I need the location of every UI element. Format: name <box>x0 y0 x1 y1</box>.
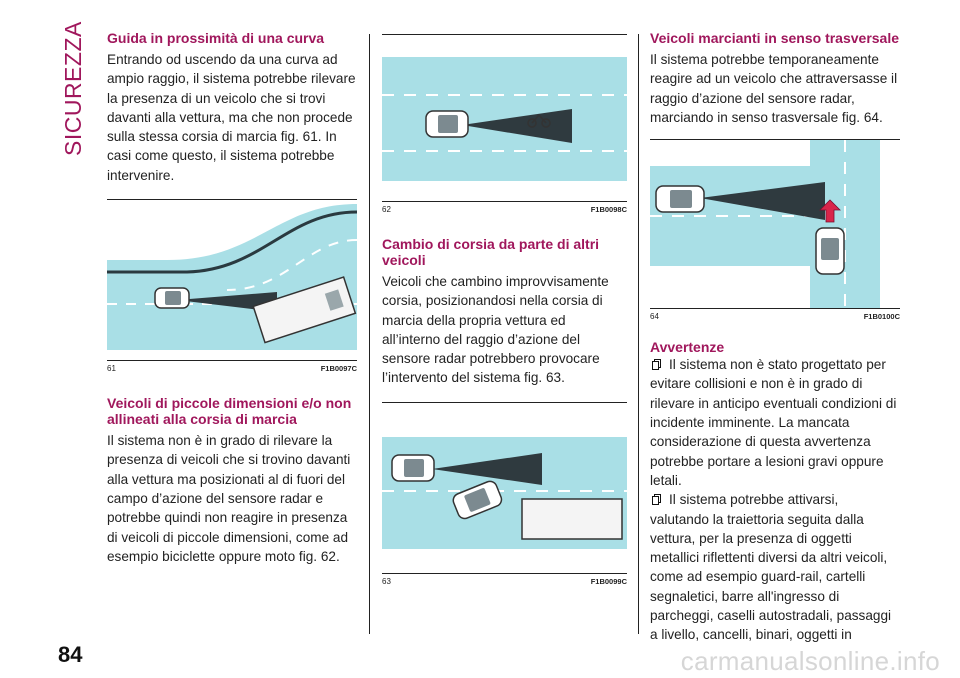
figure-61-caption <box>107 364 357 373</box>
heading-lane-change: Cambio di corsia da parte di altri veicoli <box>382 236 600 268</box>
page-number: 84 <box>58 642 83 667</box>
figure-63-caption <box>382 577 627 586</box>
paragraph-curve: Entrando od uscendo da una curva ad ampio raggio, il sistema potrebbe rilevare la presenza di un veicolo che si trovi davanti alla vettura, ma che non procede sulla stessa corsia di marcia fig. 61. In casi come questo, il sistema potrebbe intervenire. <box>107 52 356 183</box>
warning-text-2: Il sistema potrebbe attivarsi, valutando la traiettoria seguita dalla vettura, per la presenza di oggetti metallici riflettenti diversi da altri veicoli, come ad esempio guard-rail, cartelli segnaletici, barre all'ingresso di parcheggi, caselli autostradali, passaggi a livello, cancelli, binari, oggetti in <box>650 492 892 643</box>
figure-61-illustration <box>107 200 357 360</box>
figure-62-code: F1B0098C <box>590 205 627 214</box>
figure-64-illustration <box>650 140 900 308</box>
heading-warnings: Avvertenze <box>650 339 725 356</box>
figure-63-illustration <box>382 403 627 573</box>
figure-64-code: F1B0100C <box>863 312 900 322</box>
column-3 <box>650 30 900 645</box>
figure-61 <box>107 199 357 361</box>
warning-item-1 <box>650 355 900 490</box>
column-divider-1 <box>369 34 370 634</box>
figure-62-number: 62 <box>382 205 391 214</box>
paragraph-crossing: Il sistema potrebbe temporaneamente reagire ad un veicolo che attraversasse il raggio d’azione del sensore radar, marciando in senso trasversale fig. 64. <box>650 52 898 125</box>
column-divider-2 <box>638 34 639 634</box>
figure-62-illustration <box>382 35 627 201</box>
figure-62-caption <box>382 205 627 214</box>
figure-61-code: F1B0097C <box>320 364 357 374</box>
figure-64-caption <box>650 312 900 321</box>
watermark: carmanualsonline.info <box>680 646 940 676</box>
figure-61-number: 61 <box>107 364 116 374</box>
figure-62 <box>382 34 627 202</box>
warning-text-1: Il sistema non è stato progettato per evitare collisioni e non è in grado di rilevare in anticipo eventuali condizioni di incidente imminente. La mancata considerazione di questa avvertenza potrebbe portare a lesioni gravi oppure letali. <box>650 357 897 488</box>
paragraph-small-vehicles: Il sistema non è in grado di rilevare la presenza di veicoli che si trovino davanti alla vettura ma posizionati al di fuori del campo d’azione del sensore radar e potrebbe quindi non reagire in presenza di veicoli di piccole dimensioni, come ad esempio biciclette oppure moto fig. 62. <box>107 433 351 564</box>
paragraph-lane-change: Veicoli che cambino improvvisamente corsia, posizionandosi nella corsia di marcia della propria vettura ed all’interno del raggio d’azione del sensore radar potrebbero provocare l’intervento del sistema fig. 63. <box>382 274 609 386</box>
figure-63-number: 63 <box>382 576 391 586</box>
column-1 <box>107 30 357 566</box>
figure-64 <box>650 139 900 309</box>
warning-bullet-icon <box>652 359 661 370</box>
heading-curve: Guida in prossimità di una curva <box>107 30 325 46</box>
section-label-text: SICUREZZA <box>60 21 86 156</box>
figure-63-code: F1B0099C <box>590 576 627 586</box>
section-label <box>60 21 86 168</box>
heading-small-vehicles: Veicoli di piccole dimensioni e/o non allineati alla corsia di marcia <box>107 395 352 428</box>
warning-item-2 <box>650 490 900 644</box>
figure-63 <box>382 402 627 574</box>
figure-64-number: 64 <box>650 312 659 322</box>
column-2 <box>382 30 627 586</box>
heading-crossing: Veicoli marcianti in senso trasversale <box>650 30 900 46</box>
warning-bullet-icon <box>652 494 661 505</box>
